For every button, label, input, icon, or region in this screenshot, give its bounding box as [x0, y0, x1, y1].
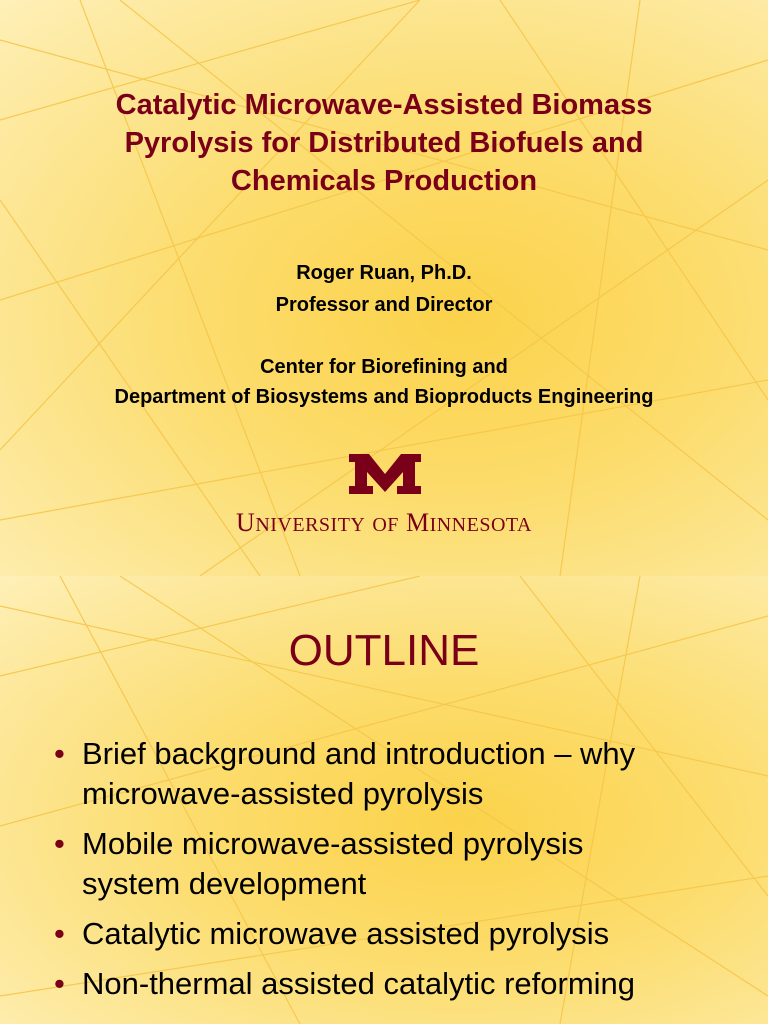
outline-heading: OUTLINE: [288, 626, 480, 675]
author-role: Professor and Director: [275, 294, 493, 316]
outline-slide: [0, 576, 768, 1024]
university-m-logo-icon: [347, 452, 423, 496]
bullet-icon: •: [54, 826, 65, 861]
bullet-icon: •: [54, 736, 65, 771]
bullet-text-line-1: Catalytic microwave assisted pyrolysis: [82, 916, 610, 951]
bullet-text-line-1: Mobile microwave-assisted pyrolysis: [82, 826, 584, 861]
list-item: [50, 964, 740, 1004]
wordmark-university: NIVERSITY: [255, 514, 366, 536]
presentation-title: [40, 86, 728, 200]
affiliation-line-2: Department of Biosystems and Bioproducts Engineering: [114, 386, 654, 408]
wordmark-initial-u: U: [236, 508, 256, 537]
bullet-text-line-2: system development: [82, 866, 367, 901]
bullet-text-line-1: Non-thermal assisted catalytic reforming: [82, 966, 636, 1001]
wordmark-initial-m: M: [405, 508, 430, 537]
title-line-2: Pyrolysis for Distributed Biofuels and: [124, 127, 644, 159]
bullet-icon: •: [54, 916, 65, 951]
university-wordmark: [0, 508, 768, 538]
affiliation-line-1: Center for Biorefining and: [260, 356, 508, 378]
list-item: [50, 734, 740, 814]
wordmark-of: OF: [372, 514, 399, 536]
list-item: [50, 914, 740, 954]
bullet-text-line-1: Brief background and introduction – why: [82, 736, 636, 771]
author-name: Roger Ruan, Ph.D.: [296, 262, 472, 284]
bullet-icon: •: [54, 966, 65, 1001]
list-item: [50, 824, 740, 904]
wordmark-minnesota: INNESOTA: [429, 514, 532, 536]
outline-bullet-list: [50, 734, 740, 1014]
title-line-1: Catalytic Microwave-Assisted Biomass: [115, 89, 653, 121]
title-line-3: Chemicals Production: [230, 165, 538, 197]
bullet-text-line-2: microwave-assisted pyrolysis: [82, 776, 484, 811]
